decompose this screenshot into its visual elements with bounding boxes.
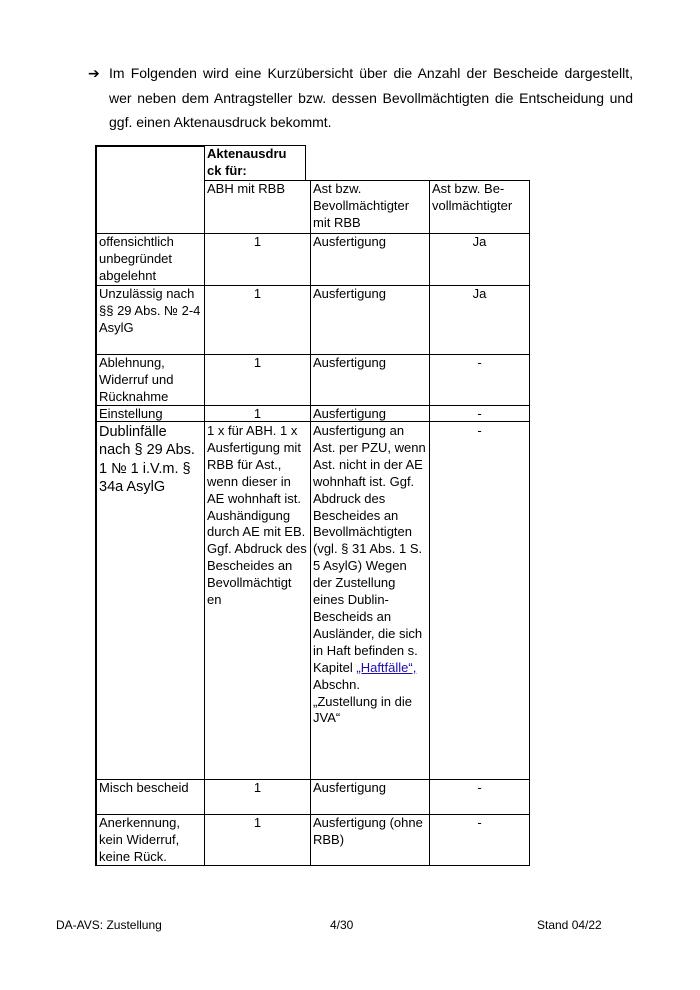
cell-ast-rbb: Ausfertigung	[313, 234, 386, 249]
row-label: Anerkennung, kein Widerruf, keine Rück.	[99, 815, 180, 864]
table-gridline	[96, 285, 530, 286]
cell-ast: -	[477, 780, 482, 795]
footer-page-number: 4/30	[330, 918, 354, 932]
table-gridline	[96, 405, 530, 406]
cell-ast-rbb	[310, 422, 429, 727]
column-header-ast: Ast bzw. Be-vollmächtigter	[432, 181, 513, 213]
row-label: Ablehnung, Widerruf und Rücknahme	[99, 355, 174, 404]
table-gridline	[305, 145, 306, 180]
cell-ast: -	[477, 815, 482, 830]
row-label: Dublinfälle nach § 29 Abs. 1 № 1 i.V.m. § 34a AsylG	[99, 424, 195, 496]
cell-abh: 1	[253, 780, 262, 795]
intro-paragraph	[88, 61, 633, 135]
table-gridline	[96, 354, 530, 355]
table-border-right	[529, 180, 530, 866]
cell-ast: -	[477, 406, 482, 421]
column-header-abh: ABH mit RBB	[207, 181, 286, 196]
cell-ast-rbb: Ausfertigung	[313, 355, 386, 370]
cell-abh: 1	[253, 286, 262, 301]
cell-abh: 1	[253, 406, 262, 421]
table-gridline	[96, 233, 530, 234]
cell-ast-rbb: Ausfertigung (ohne RBB)	[313, 815, 423, 847]
cell-ast-rbb: Ausfertigung	[313, 780, 386, 795]
cell-ast-rbb: Ausfertigung	[313, 286, 386, 301]
table-border-bottom	[96, 865, 530, 866]
cell-text-before-link: Ausfertigung an Ast. per PZU, wenn Ast. nicht in der AE wohnhaft ist. Ggf. Abdruck des Bescheides an Bevollmächtigten (vgl. § 31 Abs. 1 S. 5 AsylG) Wegen der Zustellung eines Dublin-Bescheids an Ausländer, die sich in Haft befinden s. Kapitel	[313, 423, 426, 675]
cell-abh: 1	[253, 815, 262, 830]
table-gridline	[96, 779, 530, 780]
cell-abh: 1	[253, 355, 262, 370]
cell-abh: 1	[253, 234, 262, 249]
arrow-right-icon: ➔	[88, 65, 100, 81]
intro-text: Im Folgenden wird eine Kurzübersicht über die Anzahl der Bescheide dargestellt, wer neben dem Antragsteller bzw. dessen Bevollmächtigten die Entscheidung und ggf. einen Aktenausdruck bekommt.	[109, 65, 633, 130]
row-label: Unzulässig nach §§ 29 Abs. № 2-4 AsylG	[99, 286, 201, 335]
footer-left: DA-AVS: Zustellung	[56, 918, 162, 932]
table-gridline	[96, 814, 530, 815]
haftfaelle-link[interactable]: „Haftfälle“,	[356, 659, 417, 675]
table-border-top	[96, 145, 205, 147]
row-label: Misch bescheid	[99, 780, 189, 795]
table-border-top-group	[204, 145, 306, 146]
table-gridline	[310, 180, 311, 866]
table-gridline	[204, 180, 530, 181]
row-label: Einstellung	[99, 406, 163, 421]
cell-text-after-link: Abschn. „Zustellung in die JVA“	[313, 676, 412, 726]
cell-ast: Ja	[472, 234, 487, 249]
cell-abh: 1 x für ABH. 1 x Ausfertigung mit RBB für Ast., wenn dieser in AE wohnhaft ist. Aushändigung durch AE mit EB. Ggf. Abdruck des Bescheides an Bevollmächtigt en	[207, 423, 307, 608]
row-label: offensichtlich unbegründet abgelehnt	[99, 234, 174, 283]
column-header-ast-rbb: Ast bzw. Bevollmächtigter mit RBB	[313, 181, 410, 230]
cell-ast: -	[477, 423, 482, 438]
footer-right: Stand 04/22	[537, 918, 602, 932]
cell-ast: Ja	[472, 286, 487, 301]
table-gridline	[96, 421, 530, 422]
header-group-aktenausdruck: Aktenausdru ck für:	[207, 146, 287, 178]
cell-ast: -	[477, 355, 482, 370]
cell-ast-rbb: Ausfertigung	[313, 406, 386, 421]
table-gridline	[204, 145, 205, 866]
table-gridline	[429, 180, 430, 866]
table-border-left	[95, 145, 97, 866]
